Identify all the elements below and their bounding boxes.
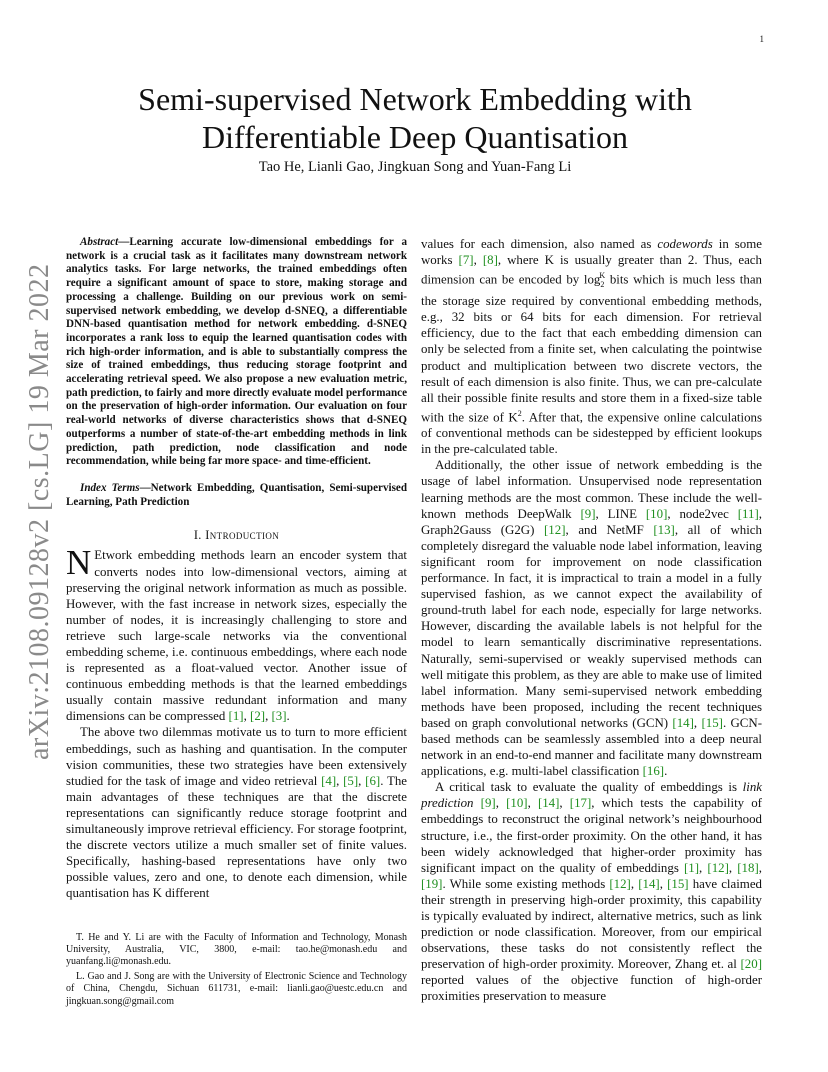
citation-link[interactable]: [7] <box>458 253 474 268</box>
citation-link[interactable]: [12] <box>544 522 566 537</box>
intro-paragraph-4: Additionally, the other issue of network embedding is the usage of label information. Unsupervised node representation learning methods are the most common. These include the well-known methods DeepWalk [9], LINE [10], node2vec [11], Graph2Gauss (G2G) [12], and NetMF [13], all of which completely disregard the valuable node label information, leaving significant room for improvement on node classification performance. In fact, it is impractical to train a model in a fully supervised fashion, as we cannot expect the availability of ground-truth label for each node, especially for large networks. However, discarding the available labels is not helpful for the model to learn semantically discriminative representations. Naturally, semi-supervised or weakly supervised methods can well mitigate this problem, as they are able to make use of limited label information. Many semi-supervised network embedding methods have been proposed, including the recent techniques based on graph convolutional networks (GCN) [14], [15]. GCN-based methods can be seamlessly assembled into a deep neural network in an end-to-end manner and facilitate many downstream applications, e.g. multi-label classification [16]. <box>421 458 762 779</box>
author-list: Tao He, Lianli Gao, Jingkuan Song and Yuan-Fang Li <box>258 159 572 175</box>
abstract-label: Abstract <box>80 236 119 248</box>
citation-link[interactable]: [16] <box>642 764 665 779</box>
citation-link[interactable]: [5] <box>343 773 359 788</box>
text-span: reported values of the objective function of high-order proximities preservation to measure <box>421 973 762 1004</box>
citation-link[interactable]: [3] <box>271 709 287 724</box>
citation-link[interactable]: [12] <box>609 876 631 891</box>
intro-paragraph-1: N Etwork embedding methods learn an encoder system that converts nodes into low-dimensional vectors, aiming at preserving the original network information as much as possible. However, with the fast increase in network sizes, especially the number of nodes, it is increasingly challenging to store and retrieve such large-scale networks via the conventional embedding scheme, i.e. continuous embeddings, where each node is represented as a float-valued vector. Another issue of continuous embedding methods is that the learned embeddings usually contain massive redundant information and many dimensions can be compressed [1], [2], [3]. <box>66 543 407 724</box>
math-superscript: 2 <box>517 408 522 418</box>
intro-paragraph-3: values for each dimension, also named as codewords in some works [7], [8], where K is usually greater than 2. Thus, each dimension can be encoded by $\log_2^K$ bits which is much less than the storage size required by conventional embedding methods, e.g., 32 bits or 64 bits for each dimension. For retrieval efficiency, due to the fact that each embedding dimension can only be selected from a finite set, when calculating the pointwise product and multiplication between two discrete vectors, the result of each dimension is also finite. Thus, we can pre-calculate all their possible finite results and store them in a fixed-size table with the size of $K^2$. After that, the expensive online calculations of conventional methods can be sidestepped by efficient lookups in the pre-calculated table. <box>421 237 762 457</box>
text-span: A critical task to evaluate the quality of embeddings is <box>435 780 738 795</box>
section-heading-introduction <box>66 527 407 543</box>
title-line-1: Semi-supervised Network Embedding with <box>138 81 692 117</box>
text-span: . While some existing methods <box>442 876 606 891</box>
citation-link[interactable]: [18] <box>737 860 759 875</box>
citation-link[interactable]: [11] <box>737 506 759 521</box>
text-span: . GCN-based methods can be seamlessly assembled into a deep neural network in an end-to-end manner and facilitate many downstream applications, e.g. multi-label classification <box>421 715 762 779</box>
section-number: I. <box>193 528 202 543</box>
text-span: , LINE <box>595 506 637 521</box>
citation-link[interactable]: [9] <box>480 796 496 811</box>
text-span: , node2vec <box>667 506 729 521</box>
intro-p2-text-b: The main advantages of these techniques are that the discrete representations can significantly reduce storage footprint and simultaneously improve retrieval efficiency. For storage footprint, the discrete vectors utilize a much smaller set of finite values. Specifically, hashing-based representations have only two possible values, zero and one, to denote each dimension, while quantisation has K different <box>66 773 407 901</box>
abstract-text: —Learning accurate low-dimensional embeddings for a network is a crucial task as it facilitates many downstream network analytics tasks. For large networks, the trained embeddings often require a significant amount of space to store, making storage and processing a challenge. Building on our previous work on semi-supervised network embedding, we develop d-SNEQ, a differentiable DNN-based quantisation method for network embedding. d-SNEQ incorporates a rank loss to equip the learned quantisation codes with rich high-order information, and is able to substantially compress the size of trained embeddings, thus reducing storage footprint and accelerating retrieval speed. We also propose a new evaluation metric, path prediction, to fairly and more directly evaluate model performance on the preservation of high-order information. Our evaluation on four real-world networks of diverse characteristics shows that d-SNEQ outperforms a number of state-of-the-art embedding methods in link prediction, path prediction, node classification and node recommendation, while being far more space- and time-efficient. <box>66 236 407 468</box>
citation-link[interactable]: [1] <box>228 709 244 724</box>
emphasis-link-prediction: link prediction <box>421 780 762 811</box>
citation-link[interactable]: [19] <box>421 876 443 891</box>
page-number: 1 <box>759 34 764 44</box>
citation-link[interactable]: [13] <box>653 522 675 537</box>
text-span: , and NetMF <box>565 522 644 537</box>
intro-paragraph-5: A critical task to evaluate the quality of embeddings is link prediction [9], [10], [14], [17], which tests the capability of embeddings to reconstruct the original network’s neighbourhood structure, i.e., the first-order proximity. On the other hand, it has been widely acknowledged that higher-order proximity has significant impact on the quality of embeddings [1], [12], [18], [19]. While some existing methods [12], [14], [15] have claimed their strength in preserving high-order proximity, this capability is typically evaluated by indirect, alternative metrics, such as link prediction or node classification. Moreover, from our empirical observations, these tasks do not consistently reflect the preservation of high-order proximity. Moreover, Zhang et. al [20] reported values of the objective function of high-order proximities preservation to measure <box>421 780 762 1004</box>
math-superscript: K <box>599 271 606 281</box>
citation-link[interactable]: [20] <box>740 957 762 972</box>
citation-link[interactable]: [10] <box>506 796 528 811</box>
text-span: . After that, the expensive online calculations of conventional methods can be sidestepped by efficient lookups in the pre-calculated table. <box>421 410 762 457</box>
citation-link[interactable]: [10] <box>645 506 668 521</box>
text-span: , Graph2Gauss (G2G) <box>421 506 762 537</box>
citation-link[interactable]: [4] <box>321 773 337 788</box>
text-span: in some works <box>421 237 762 268</box>
emphasis-codewords: codewords <box>657 237 713 251</box>
intro-paragraph-2: The above two dilemmas motivate us to turn to more efficient embeddings, such as hashing and quantisation. In the computer vision communities, these two strategies have been extensively studied for the task of image and video retrieval [4], [5], [6]. The main advantages of these techniques are that the discrete representations can significantly reduce storage footprint and simultaneously improve retrieval efficiency. For storage footprint, the discrete vectors utilize a much smaller set of finite values. Specifically, hashing-based representations have only two possible values, zero and one, to denote each dimension, while quantisation has K different <box>66 725 407 901</box>
citation-link[interactable]: [14] <box>638 876 660 891</box>
citation-link[interactable]: [9] <box>580 506 596 521</box>
footnote-affiliation-1: T. He and Y. Li are with the Faculty of Information and Technology, Monash University, Australia, VIC, 3800, e-mail: tao.he@monash.edu and yuanfang.li@monash.edu. <box>66 931 407 968</box>
index-terms-text: —Network Embedding, Quantisation, Semi-supervised Learning, Path Prediction <box>66 481 407 508</box>
left-column <box>66 236 407 1010</box>
citation-link[interactable]: [6] <box>365 773 381 788</box>
index-terms-label: Index Terms <box>80 481 140 494</box>
intro-p1-text: Etwork embedding methods learn an encoder system that converts nodes into low-dimensional vectors, aiming at preserving the original network information as much as possible. However, with the fast increase in network sizes, especially the number of nodes, it is increasingly challenging to store and retrieve such large-scale networks via the conventional embedding scheme, i.e. continuous embeddings, where each node is represented as a float-valued vector. Another issue of continuous embedding methods is that the learned embeddings usually contain massive redundant information and many dimensions can be compressed <box>66 548 407 724</box>
citation-link[interactable]: [8] <box>482 253 498 268</box>
citation-link[interactable]: [12] <box>707 860 729 875</box>
drop-cap: N <box>66 543 92 583</box>
citation-link[interactable]: [1] <box>684 860 700 875</box>
text-span: Additionally, the other issue of network embedding is the usage of label information. Unsupervised node representation learning methods are the most common. These include the well-known methods DeepWalk <box>421 458 762 521</box>
paper-title <box>70 80 760 156</box>
text-span: , which tests the capability of embeddings to reconstruct the original network’s neighbourhood structure, i.e., the first-order proximity. On the other hand, it has been widely acknowledged that higher-order proximity has significant impact on the quality of embeddings <box>421 796 762 875</box>
right-column <box>421 236 762 1005</box>
intro-p2-text-a: The above two dilemmas motivate us to turn to more efficient embeddings, such as hashing and quantisation. In the computer vision communities, these two strategies have been extensively studied for the task of image and video retrieval <box>66 725 407 788</box>
index-terms <box>66 482 407 509</box>
text-span: , all of which completely disregard the valuable node label information, leaving significant room for improvement on node classification performance. In fact, it is impractical to train a model in a fully supervised fashion, as we cannot expect the availability of ground-truth label for each node, especially for large networks. However, discarding the available labels is not helpful for the model to learn semantically discriminative representations. Naturally, semi-supervised or weakly supervised methods can well mitigate this problem, as they are able to make use of limited label information. Many semi-supervised network embedding methods have been proposed, including the recent techniques based on graph convolutional networks (GCN) <box>421 522 762 730</box>
title-line-2: Differentiable Deep Quantisation <box>202 119 628 155</box>
text-span: , where K is usually greater than 2. Thus, each dimension can be encoded by log <box>421 253 762 287</box>
citation-link[interactable]: [15] <box>701 715 723 730</box>
section-title: Introduction <box>205 528 280 543</box>
citation-link[interactable]: [17] <box>569 796 592 811</box>
text-span: have claimed their strength in preserving high-order proximity, this capability is typically evaluated by indirect, alternative metrics, such as link prediction or node classification. Moreover, from our empirical observations, these tasks do not consistently reflect the preservation of high-order proximity. Moreover, Zhang et. al <box>421 876 762 972</box>
citation-link[interactable]: [2] <box>250 709 266 724</box>
math-subscript: 2 <box>600 280 605 290</box>
citation-link[interactable]: [14] <box>537 796 560 811</box>
footnote-affiliation-2: L. Gao and J. Song are with the University of Electronic Science and Technology of China, Chengdu, Sichuan 611731, e-mail: lianli.gao@uestc.edu.cn and jingkuan.song@gmail.com <box>66 970 407 1007</box>
arxiv-identifier: arXiv:2108.09128v2 [cs.LG] 19 Mar 2022 <box>24 263 55 760</box>
abstract <box>66 236 407 469</box>
citation-link[interactable]: [14] <box>672 715 694 730</box>
text-span: values for each dimension, also named as <box>421 237 652 251</box>
citation-link[interactable]: [15] <box>667 876 689 891</box>
text-span: bits which is much less than the storage size required by conventional embedding methods, e.g., 32 bits or 64 bits for each dimension. For retrieval efficiency, due to the fact that each embedding dimension can only be selected from a finite set, when calculating the pointwise product and multiplication between two discrete vectors, the result of each dimension is also finite. Thus, we can pre-calculate all their possible finite results and store them in a fixed-size table with the size of K <box>421 272 762 425</box>
